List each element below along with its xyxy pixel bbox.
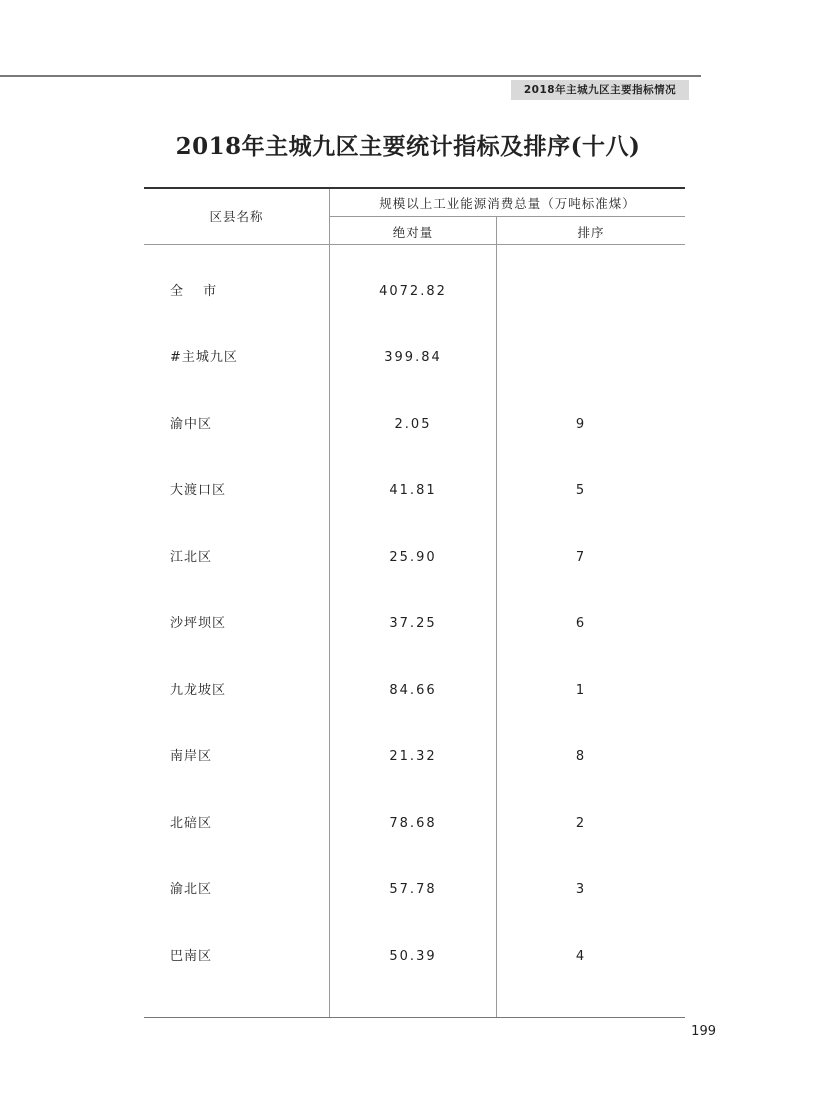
- rank-value: 5: [575, 483, 585, 498]
- region-name: 全 市: [170, 284, 218, 299]
- table-row: [0, 947, 816, 967]
- rank-value: 7: [575, 550, 585, 565]
- running-head: 2018年主城九区主要指标情况: [511, 80, 689, 100]
- region-name: 巴南区: [170, 949, 213, 964]
- absolute-value: 50.39: [389, 949, 437, 964]
- table-header-rule: [144, 244, 685, 245]
- region-name: 大渡口区: [170, 483, 227, 498]
- table-row: [0, 481, 816, 501]
- absolute-value: 37.25: [389, 616, 437, 631]
- rank-value: 3: [575, 882, 585, 897]
- rank-value: 9: [575, 417, 585, 432]
- rank-value: 1: [575, 683, 585, 698]
- table-row: [0, 747, 816, 767]
- region-name: #主城九区: [170, 350, 238, 365]
- table-bottom-rule: [144, 1017, 685, 1018]
- rank-value: 2: [575, 816, 585, 831]
- column-group-header-energy: 规模以上工业能源消费总量（万吨标准煤）: [379, 196, 636, 211]
- table-subheader-rule: [330, 216, 685, 217]
- absolute-value: 21.32: [389, 749, 437, 764]
- table-row: [0, 814, 816, 834]
- absolute-value: 25.90: [389, 550, 437, 565]
- region-name: 渝北区: [170, 882, 213, 897]
- region-name: 江北区: [170, 550, 213, 565]
- page-title: 2018年主城九区主要统计指标及排序(十八): [175, 133, 641, 160]
- table-row: [0, 548, 816, 568]
- table-row: [0, 681, 816, 701]
- page-number: 199: [691, 1024, 716, 1039]
- absolute-value: 78.68: [389, 816, 437, 831]
- region-name: 北碚区: [170, 816, 213, 831]
- absolute-value: 399.84: [384, 350, 442, 365]
- absolute-value: 41.81: [389, 483, 437, 498]
- region-name: 沙坪坝区: [170, 616, 227, 631]
- column-header-absolute: 绝对量: [392, 225, 434, 240]
- absolute-value: 84.66: [389, 683, 437, 698]
- table-row: [0, 348, 816, 368]
- column-header-region: 区县名称: [209, 209, 264, 224]
- rank-value: 4: [575, 949, 585, 964]
- absolute-value: 2.05: [394, 417, 432, 432]
- region-name: 九龙坡区: [170, 683, 227, 698]
- region-name: 南岸区: [170, 749, 213, 764]
- rank-value: 6: [575, 616, 585, 631]
- table-row: [0, 614, 816, 634]
- region-name: 渝中区: [170, 417, 213, 432]
- absolute-value: 57.78: [389, 882, 437, 897]
- column-header-rank: 排序: [577, 225, 605, 240]
- table-row: [0, 880, 816, 900]
- rank-value: 8: [575, 749, 585, 764]
- header-rule: [0, 75, 701, 77]
- table-row: [0, 415, 816, 435]
- table-row: [0, 282, 816, 302]
- absolute-value: 4072.82: [379, 284, 447, 299]
- table-top-rule: [144, 187, 685, 189]
